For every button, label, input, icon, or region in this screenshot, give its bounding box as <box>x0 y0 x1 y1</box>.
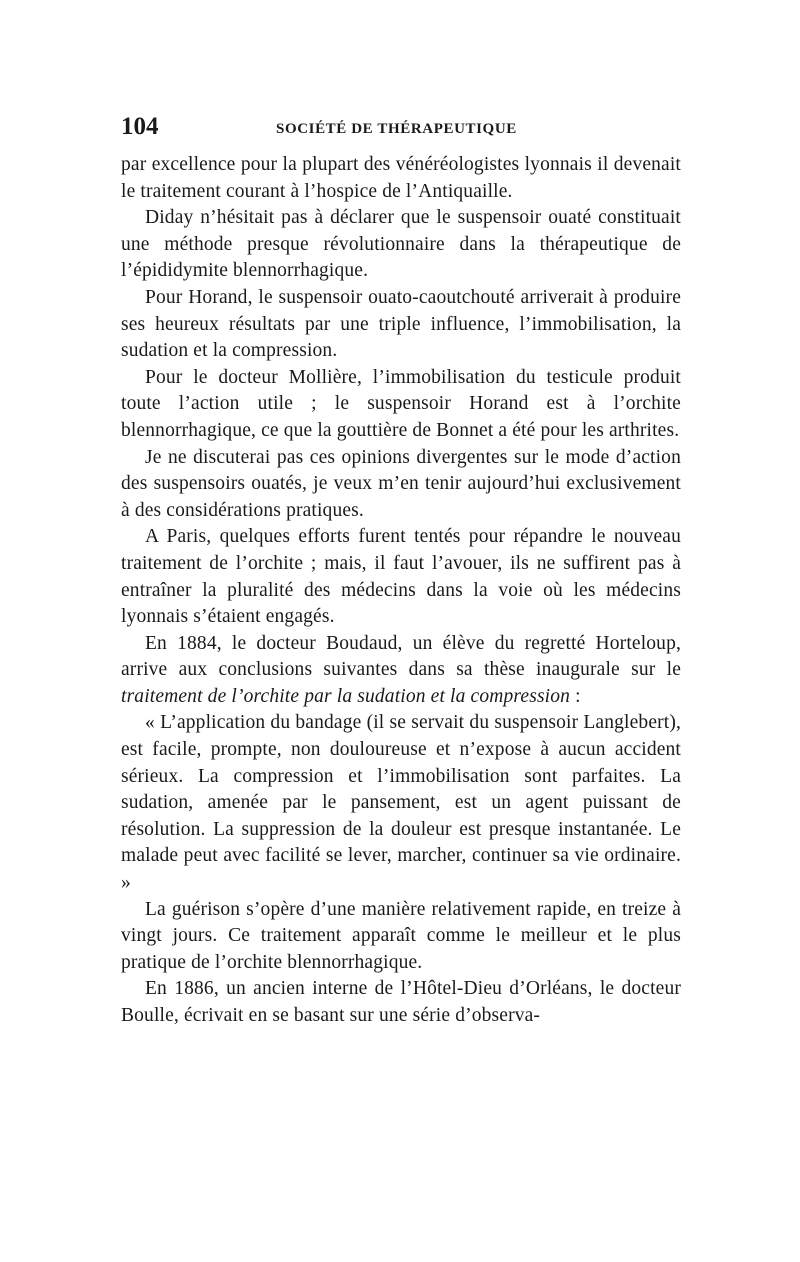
paragraph-paris: A Paris, quelques efforts furent tentés pour répandre le nouveau traitement de l’orchite ; mais, il faut l’avouer, ils ne suffirent pas à entraîner la pluralité des médecins dans la voie où les médecins lyonnais s’étaient engagés. <box>121 526 681 628</box>
page-number: 104 <box>121 113 159 140</box>
body-text <box>121 152 681 1030</box>
boudaud-colon: : <box>570 685 581 707</box>
running-head: SOCIÉTÉ DE THÉRAPEUTIQUE <box>276 121 517 137</box>
paragraph-opinions: Je ne discuterai pas ces opinions divergentes sur le mode d’action des suspensoirs ouatés, je veux m’en tenir aujourd’hui exclusivement à des considérations pratiques. <box>121 446 681 521</box>
paragraph-guerison: La guérison s’opère d’une manière relativement rapide, en treize à vingt jours. Ce traitement apparaît comme le meilleur et le plus pratique de l’orchite blennorrhagique. <box>121 898 681 973</box>
paragraph-boulle: En 1886, un ancien interne de l’Hôtel-Dieu d’Orléans, le docteur Boulle, écrivait en se basant sur une série d’observa- <box>121 978 681 1026</box>
thesis-title: traitement de l’orchite par la sudation et la compression <box>121 685 571 707</box>
boudaud-intro: En 1884, le docteur Boudaud, un élève du regretté Horteloup, arrive aux conclusions suivantes dans sa thèse inaugurale sur le <box>121 632 681 681</box>
paragraph-diday: Diday n’hésitait pas à déclarer que le suspensoir ouaté constituait une méthode presque révolutionnaire dans la thérapeutique de l’épididymite blennorrhagique. <box>121 207 681 282</box>
paragraph-quote: « L’application du bandage (il se servait du suspensoir Langlebert), est facile, prompte, non douloureuse et n’expose à aucun accident sérieux. La compression et l’immobilisation sont parfaites. La sudation, amenée par le pansement, est un agent puissant de résolution. La suppression de la douleur est presque instantanée. Le malade peut avec facilité se lever, marcher, continuer sa vie ordinaire. » <box>121 712 681 894</box>
paragraph-continuation: par excellence pour la plupart des vénéréologistes lyonnais il devenait le traitement courant à l’hospice de l’Antiquaille. <box>121 154 681 202</box>
paragraph-horand: Pour Horand, le suspensoir ouato-caoutchouté arriverait à produire ses heureux résultats par une triple influence, l’immobilisation, la sudation et la compression. <box>121 286 681 362</box>
paragraph-boudaud <box>121 631 681 711</box>
page-header <box>121 112 681 142</box>
paragraph-molliere: Pour le docteur Mollière, l’immobilisation du testicule produit toute l’action utile ; le suspensoir Horand est à l’orchite blennorrhagique, ce que la gouttière de Bonnet a été pour les arthrites. <box>121 366 681 441</box>
